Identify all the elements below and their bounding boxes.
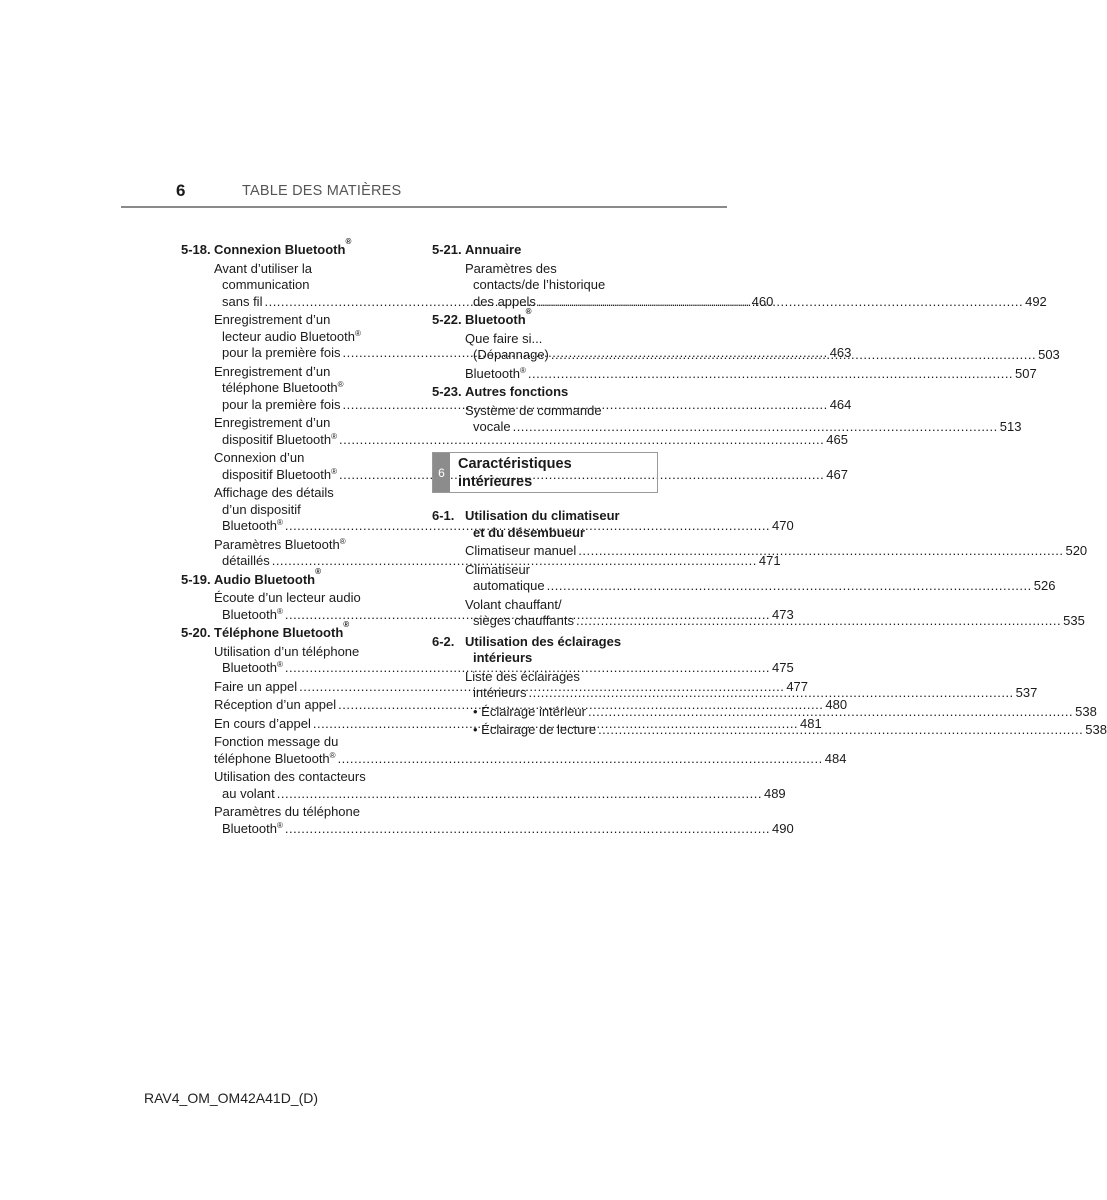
- section-heading[interactable]: 5-18. Connexion Bluetooth ®: [181, 237, 352, 257]
- toc-entry[interactable]: Climatiseur automatique..... 526: [432, 562, 652, 595]
- toc-entry[interactable]: Climatiseur manuel..... 520: [432, 543, 652, 560]
- page-ref: 471: [758, 553, 781, 568]
- page-ref: 465: [826, 431, 848, 447]
- toc-entry[interactable]: En cours d’appel..... 481: [181, 716, 401, 733]
- page-ref: 484: [824, 750, 847, 766]
- toc-entry[interactable]: Que faire si... (Dépannage)..... 503: [432, 331, 652, 364]
- page-ref: 470: [772, 518, 794, 533]
- page-ref: 490: [772, 820, 794, 836]
- toc-entry[interactable]: Paramètres du téléphone Bluetooth®..... 490: [181, 804, 401, 837]
- toc-entry[interactable]: Volant chauffant/ sièges chauffants..... 535: [432, 597, 652, 630]
- section-heading[interactable]: 5-23. Autres fonctions: [432, 384, 569, 399]
- toc-entry[interactable]: Affichage des détails d’un dispositif Bluetooth®..... 470: [181, 485, 401, 535]
- page-ref: 477: [786, 678, 809, 694]
- page-ref: 460: [751, 293, 774, 309]
- toc-entry[interactable]: Paramètres des contacts/de l’historique des appels..... 492: [432, 261, 652, 311]
- toc-entry[interactable]: Enregistrement d’un dispositif Bluetooth®..... 465: [181, 415, 401, 448]
- toc-entry[interactable]: Liste des éclairages intérieurs..... 537: [432, 669, 652, 702]
- toc-entry[interactable]: Paramètres Bluetooth® détaillés..... 471: [181, 537, 401, 570]
- page-ref: 473: [772, 606, 794, 622]
- page-ref: 463: [829, 345, 852, 360]
- toc-entry[interactable]: Faire un appel..... 477: [181, 679, 401, 696]
- toc-section-5-19: [181, 566, 794, 624]
- toc-entry[interactable]: Bluetooth®..... 507: [432, 366, 652, 383]
- chapter-number-tab: 6: [433, 453, 450, 492]
- page-ref: 503: [1038, 347, 1060, 362]
- section-heading[interactable]: 6-2. Utilisation des éclairages intérieurs: [432, 633, 622, 665]
- toc-subentry[interactable]: • Éclairage intérieur..... 538: [432, 704, 652, 721]
- chapter-title: Caractéristiques intérieures: [458, 456, 572, 490]
- page-ref: 480: [825, 697, 848, 712]
- page-number: 6: [176, 181, 186, 200]
- toc-entry[interactable]: Enregistrement d’un téléphone Bluetooth® pour la première fois..... 464: [181, 364, 401, 414]
- section-heading[interactable]: 5-22. Bluetooth ®: [432, 307, 532, 327]
- toc-entry[interactable]: Utilisation des contacteurs au volant..... 489: [181, 769, 401, 802]
- page-ref: 467: [826, 466, 848, 482]
- page-ref: 507: [1015, 365, 1037, 381]
- page-ref: 526: [1033, 578, 1056, 593]
- page-ref: 535: [1063, 613, 1085, 628]
- page-ref: 538: [1085, 722, 1107, 737]
- toc-entry[interactable]: Utilisation d’un téléphone Bluetooth®..... 475: [181, 644, 401, 677]
- toc-entry[interactable]: Connexion d’un dispositif Bluetooth®..... 467: [181, 450, 401, 483]
- section-heading[interactable]: 5-19. Audio Bluetooth ®: [181, 566, 321, 587]
- page-ref: 481: [800, 715, 822, 731]
- toc-entry[interactable]: Fonction message du téléphone Bluetooth®..... 484: [181, 734, 401, 767]
- page-ref: 475: [772, 660, 794, 675]
- toc-subentry[interactable]: • Éclairage de lecture..... 538: [432, 722, 652, 739]
- toc-entry[interactable]: Système de commande vocale..... 513: [432, 403, 652, 436]
- toc-entry[interactable]: Enregistrement d’un lecteur audio Bluetooth® pour la première fois..... 463: [181, 312, 401, 362]
- page-ref: 538: [1075, 703, 1097, 719]
- document-code-footer: RAV4_OM_OM42A41D_(D): [144, 1090, 319, 1106]
- page-header-title: TABLE DES MATIÈRES: [242, 183, 402, 199]
- page-ref: 520: [1065, 543, 1088, 558]
- section-heading[interactable]: 6-1. Utilisation du climatiseur et du désembueur: [432, 508, 620, 540]
- header-rule: [121, 206, 727, 208]
- page-ref: 537: [1015, 685, 1038, 700]
- section-heading[interactable]: 5-20. Téléphone Bluetooth ®: [181, 620, 350, 640]
- toc-entry[interactable]: Écoute d’un lecteur audio Bluetooth®..... 473: [181, 590, 401, 623]
- toc-entry[interactable]: Avant d’utiliser la communication sans fil..... 460: [181, 261, 401, 311]
- page-ref: 464: [829, 396, 852, 412]
- section-heading[interactable]: 5-21. Annuaire: [432, 242, 522, 257]
- page-ref: 492: [1025, 293, 1047, 309]
- page-ref: 489: [763, 785, 786, 801]
- page-ref: 513: [999, 419, 1022, 434]
- chapter-6-banner[interactable]: [432, 452, 658, 493]
- toc-entry[interactable]: Réception d’un appel..... 480: [181, 697, 401, 714]
